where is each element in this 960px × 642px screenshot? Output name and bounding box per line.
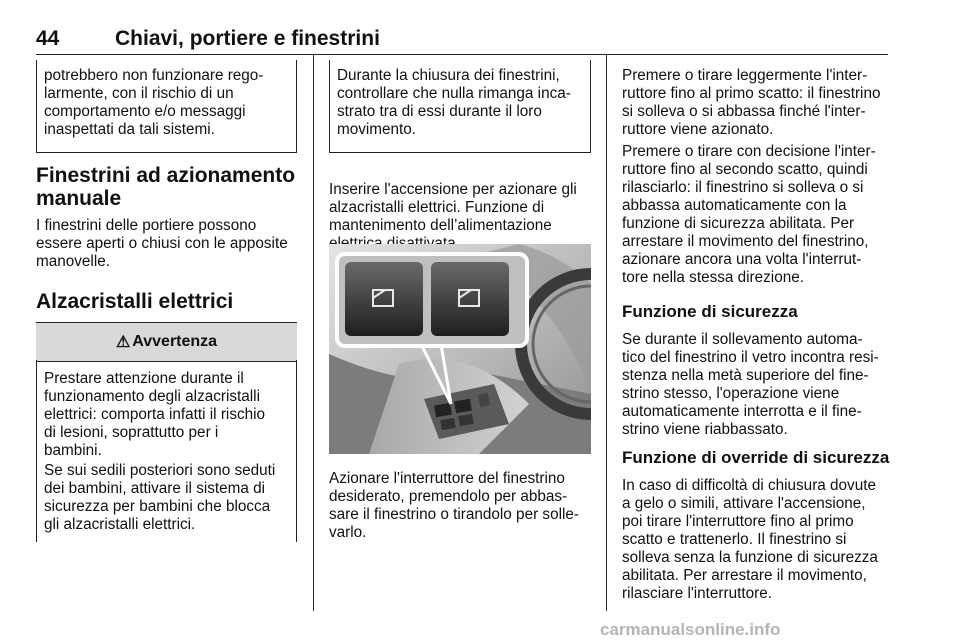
window-switch-photo	[329, 244, 591, 454]
ignition-text: Inserire l'accensione per azionare gli alzacristalli elettrici. Funzione di mantenimento dell’alimentazione	[329, 181, 577, 234]
heading-safety-function: Funzione di sicurezza	[622, 302, 798, 321]
intro-text: potrebbero non funzionare rego- larmente, con il rischio di un comportamento e/o messaggi inaspettati da tali sistemi.	[44, 67, 264, 138]
switch-operation-text: Azionare l'interruttore del finestrino desiderato, premendolo per abbas- sare il finestrino o tirandolo per solle- varlo.	[329, 470, 579, 541]
warning-triangle-icon: ⚠	[115, 334, 131, 351]
light-press-text: Premere o tirare leggermente l'inter- ruttore fino al primo scatto: il finestrino si solleva o si abbassa finché l'inter- ruttore viene azionato.	[622, 67, 881, 138]
closing-note-text: Durante la chiusura dei finestrini, controllare che nulla rimanga inca- strato tra di essi durante il loro movimento.	[337, 67, 571, 138]
warning-header	[36, 322, 297, 362]
page-number: 44	[36, 27, 60, 50]
heading-electric-windows: Alzacristalli elettrici	[36, 290, 234, 313]
warning-text-1: Prestare attenzione durante il funzionamento degli alzacristalli elettrici: comporta infatti il rischio di lesioni, soprattutto per i bambini.	[44, 370, 266, 459]
manual-windows-text: I finestrini delle portiere possono essere aperti o chiusi con le apposite manovelle.	[36, 217, 288, 270]
page-header-title: Chiavi, portiere e finestrini	[115, 27, 380, 50]
safety-override-text: In caso di difficoltà di chiusura dovute a gelo o simili, attivare l'accensione, poi tirare l'interruttore fino al primo scatto e trattenerlo. Il finestrino si solleva senza la funzione di sicurezza abilitata. Per arrestare il movimento, rilasciare l'interruttore.	[622, 477, 878, 602]
warning-box	[36, 322, 297, 542]
firm-press-text: Premere o tirare con decisione l'inter- ruttore fino al secondo scatto, quindi rilasciarlo: il finestrino si solleva o si abbassa automaticamente con la funzione di sicurezza abilitata. Per arrestare il movimento del finestrino, azionare ancora una volta l'interrut- tore nella stessa direzione.	[622, 143, 876, 286]
column-separator-2	[606, 55, 607, 611]
safety-function-text: Se durante il sollevamento automa- tico del finestrino il vetro incontra resi- stenza nella metà superiore del fine- strino stesso, l'operazione viene automaticamente interrotta e il fine- strino viene riabbassato.	[622, 331, 879, 438]
warning-title: Avvertenza	[132, 333, 218, 350]
warning-text-2: Se sui sedili posteriori sono seduti dei bambini, attivare il sistema di sicurezza per bambini che blocca gli alzacristalli elettrici.	[44, 462, 276, 533]
header-rule	[36, 54, 888, 55]
heading-safety-override: Funzione di override di sicurezza	[622, 448, 890, 467]
watermark: carmanualsonline.info	[600, 620, 781, 639]
column-separator-1	[313, 55, 314, 611]
heading-manual-windows: Finestrini ad azionamento manuale	[36, 164, 296, 210]
